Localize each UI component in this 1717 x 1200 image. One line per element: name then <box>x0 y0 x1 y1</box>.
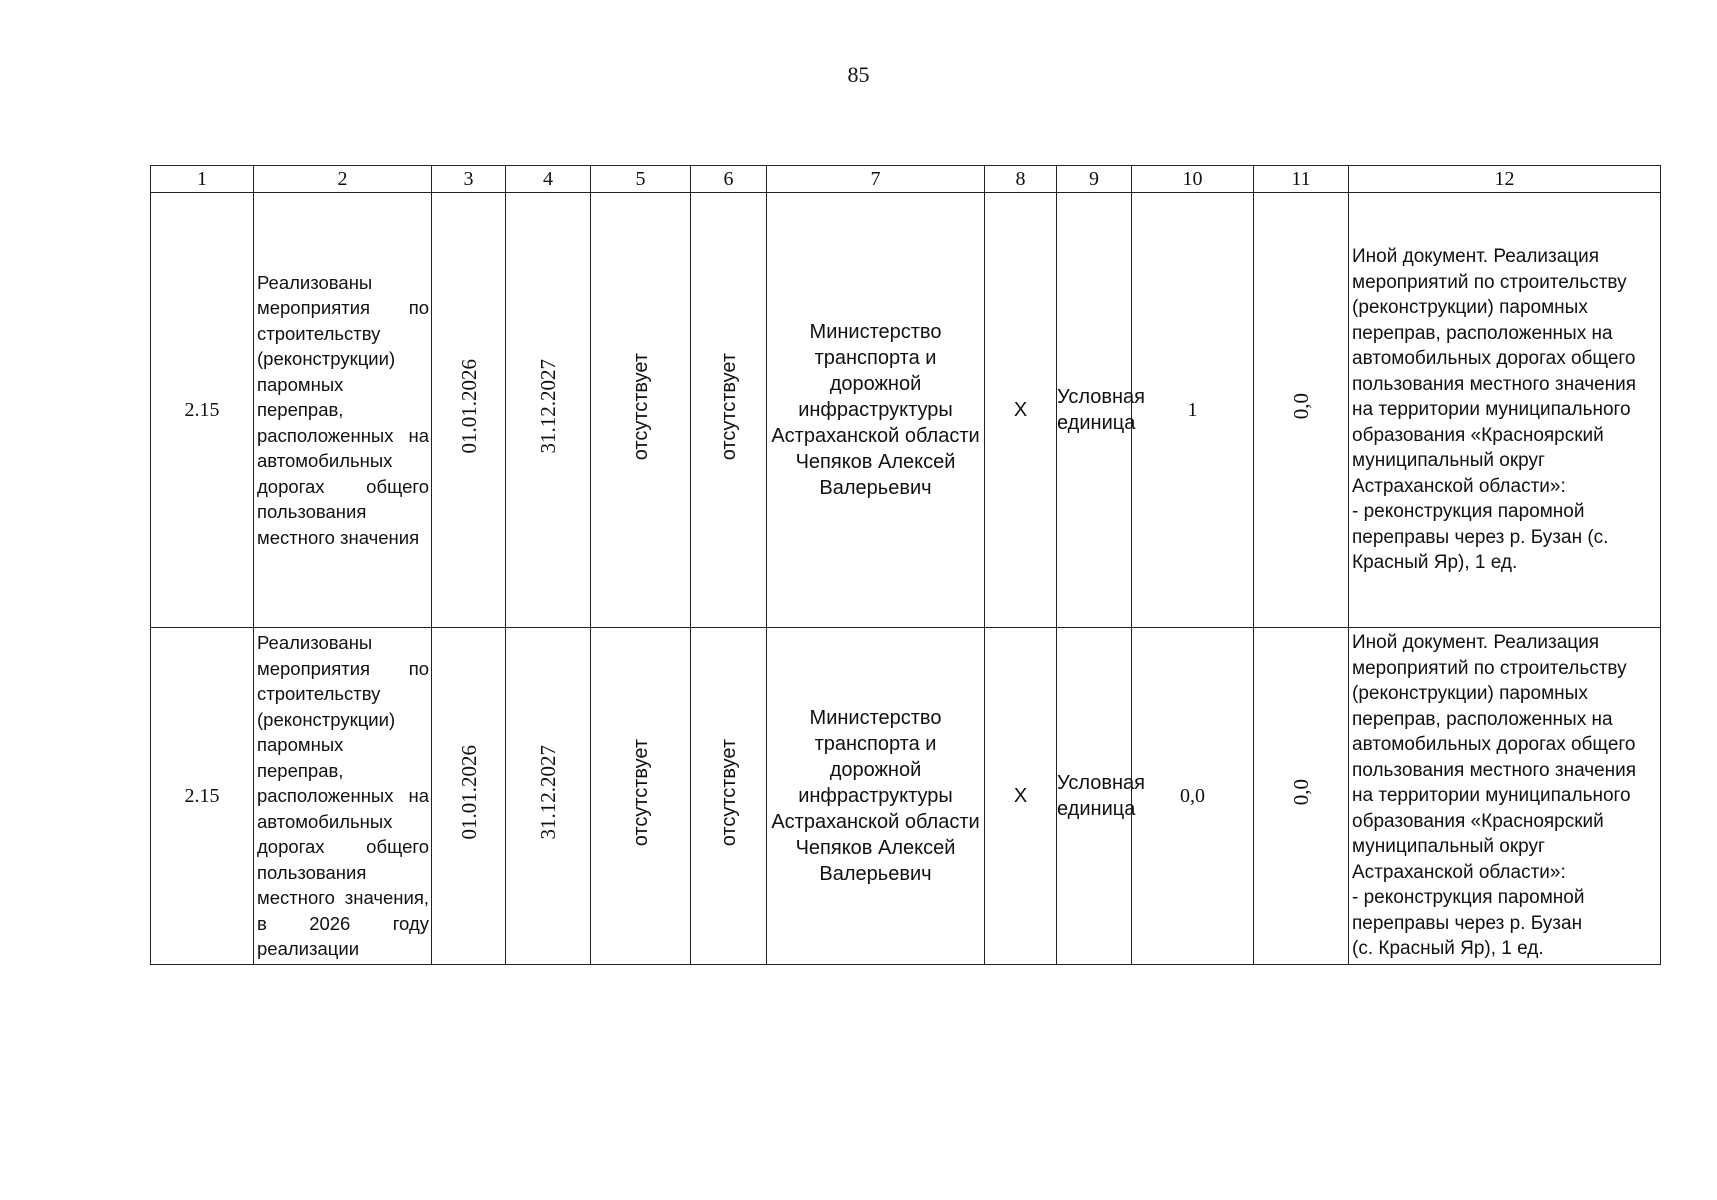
col11-value: 0,0 <box>1289 393 1313 420</box>
measures-table <box>150 165 1661 965</box>
col5-cell <box>591 193 691 628</box>
start-date: 01.01.2026 <box>456 745 481 840</box>
row-number: 2.15 <box>151 193 254 628</box>
unit-of-measure: Условная единица <box>1057 193 1132 628</box>
page-number: 85 <box>847 62 870 87</box>
col10-value: 0,0 <box>1132 628 1254 965</box>
table-row <box>151 628 1661 965</box>
col5-value: отсутствует <box>629 352 652 461</box>
col5-value: отсутствует <box>629 738 652 847</box>
row-number: 2.15 <box>151 628 254 965</box>
start-date: 01.01.2026 <box>456 359 481 454</box>
header-cell: 9 <box>1057 166 1132 193</box>
col8-value: X <box>985 193 1057 628</box>
col6-value: отсутствует <box>717 352 740 461</box>
col11-value: 0,0 <box>1289 779 1313 806</box>
header-cell: 3 <box>432 166 506 193</box>
col10-value: 1 <box>1132 193 1254 628</box>
col6-cell <box>691 628 767 965</box>
measure-description: Реализованы мероприятия по строительству (реконструкции) паромных переправ, расположенных на автомобильных дорогах общего пользования местного значения <box>254 193 432 628</box>
end-date-cell <box>506 193 591 628</box>
col6-value: отсутствует <box>717 738 740 847</box>
header-cell: 1 <box>151 166 254 193</box>
end-date: 31.12.2027 <box>536 745 560 840</box>
basis-document: Иной документ. Реализация мероприятий по строительству (реконструкции) паромных переправ, расположенных на автомобильных дорогах общего пользования местного значения на территории муниципального образования «Красноярский муниципальный округ Астраханской области»: - реконструкция паромной переправы через р. Бузан (с. Красный Яр), 1 ед. <box>1349 628 1661 965</box>
header-cell: 2 <box>254 166 432 193</box>
end-date-cell <box>506 628 591 965</box>
responsible: Министерство транспорта и дорожной инфраструктуры Астраханской области Чепяков Алексей Валерьевич <box>767 193 985 628</box>
col6-cell <box>691 193 767 628</box>
start-date-cell <box>432 193 506 628</box>
table-row <box>151 193 1661 628</box>
col5-cell <box>591 628 691 965</box>
header-cell: 10 <box>1132 166 1254 193</box>
header-cell: 4 <box>506 166 591 193</box>
header-cell: 8 <box>985 166 1057 193</box>
header-cell: 7 <box>767 166 985 193</box>
start-date-cell <box>432 628 506 965</box>
table-header-row <box>151 166 1661 193</box>
unit-of-measure: Условная единица <box>1057 628 1132 965</box>
header-cell: 11 <box>1254 166 1349 193</box>
end-date: 31.12.2027 <box>536 359 560 454</box>
col11-cell <box>1254 193 1349 628</box>
responsible: Министерство транспорта и дорожной инфраструктуры Астраханской области Чепяков Алексей Валерьевич <box>767 628 985 965</box>
col11-cell <box>1254 628 1349 965</box>
header-cell: 12 <box>1349 166 1661 193</box>
basis-document: Иной документ. Реализация мероприятий по строительству (реконструкции) паромных переправ, расположенных на автомобильных дорогах общего пользования местного значения на территории муниципального образования «Красноярский муниципальный округ Астраханской области»: - реконструкция паромной переправы через р. Бузан (с. Красный Яр), 1 ед. <box>1349 193 1661 628</box>
col8-value: X <box>985 628 1057 965</box>
header-cell: 5 <box>591 166 691 193</box>
measure-description: Реализованы мероприятия по строительству (реконструкции) паромных переправ, расположенных на автомобильных дорогах общего пользования местного значения, в 2026 году реализации <box>254 628 432 965</box>
header-cell: 6 <box>691 166 767 193</box>
